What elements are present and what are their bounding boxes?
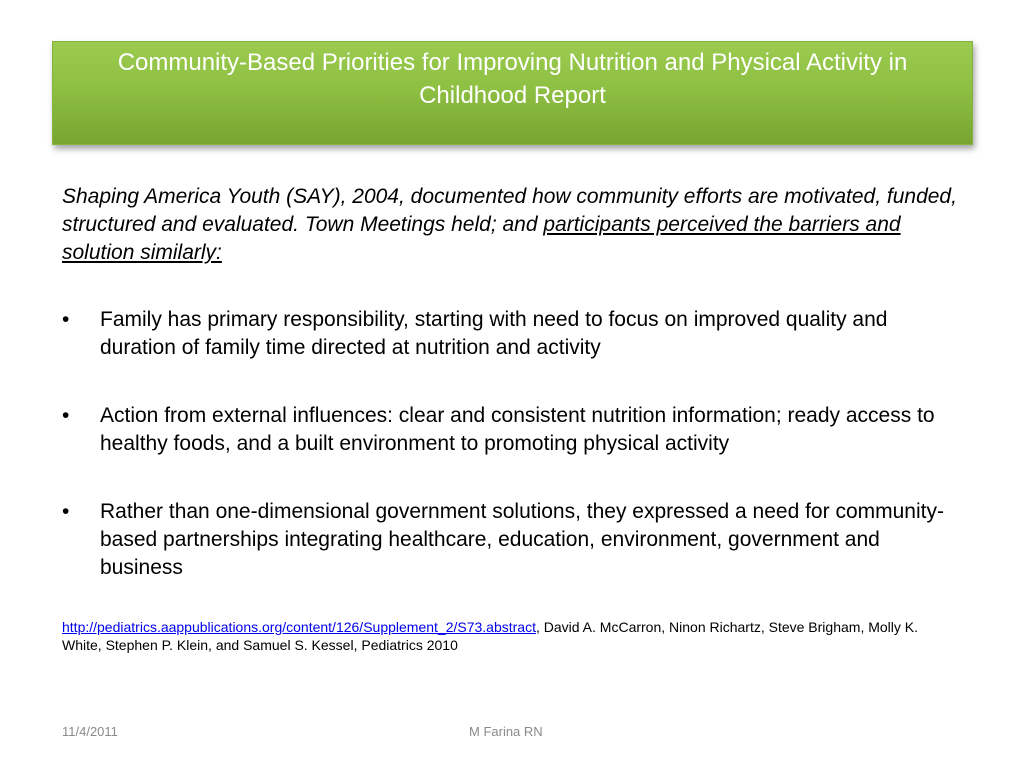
citation-link[interactable]: http://pediatrics.aappublications.org/content/126/Supplement_2/S73.abstract: [62, 619, 536, 635]
bullet-text: Family has primary responsibility, starting with need to focus on improved quality and duration of family time directed at nutrition and activity: [100, 308, 888, 359]
citation: [62, 618, 942, 654]
footer-date: 11/4/2011: [62, 724, 118, 739]
bullet-icon: •: [62, 500, 70, 523]
intro-underlined-text: participants perceived the barriers and solution similarly:: [62, 213, 901, 264]
bullet-item: [62, 306, 962, 362]
bullet-item: [62, 402, 962, 458]
slide-title: Community-Based Priorities for Improving Nutrition and Physical Activity in Childhood Report: [117, 49, 908, 109]
footer-author: M Farina RN: [469, 724, 543, 739]
bullet-icon: •: [62, 404, 70, 427]
bullet-text: Rather than one-dimensional government solutions, they expressed a need for community-based partnerships integrating healthcare, education, environment, government and business: [100, 500, 944, 579]
intro-paragraph: [62, 183, 962, 267]
bullet-text: Action from external influences: clear and consistent nutrition information; ready access to healthy foods, and a built environment to promoting physical activity: [100, 404, 935, 455]
bullet-list: [62, 306, 962, 622]
bullet-icon: •: [62, 308, 70, 331]
bullet-item: [62, 498, 962, 582]
intro-text: Shaping America Youth (SAY), 2004, documented how community efforts are motivated, funded, structured and evaluated. Town Meetings held; and: [62, 185, 957, 236]
title-bar: [52, 41, 973, 145]
citation-authors: , David A. McCarron, Ninon Richartz, Steve Brigham, Molly K. White, Stephen P. Klein, and Samuel S. Kessel, Pediatrics 2010: [62, 619, 919, 653]
